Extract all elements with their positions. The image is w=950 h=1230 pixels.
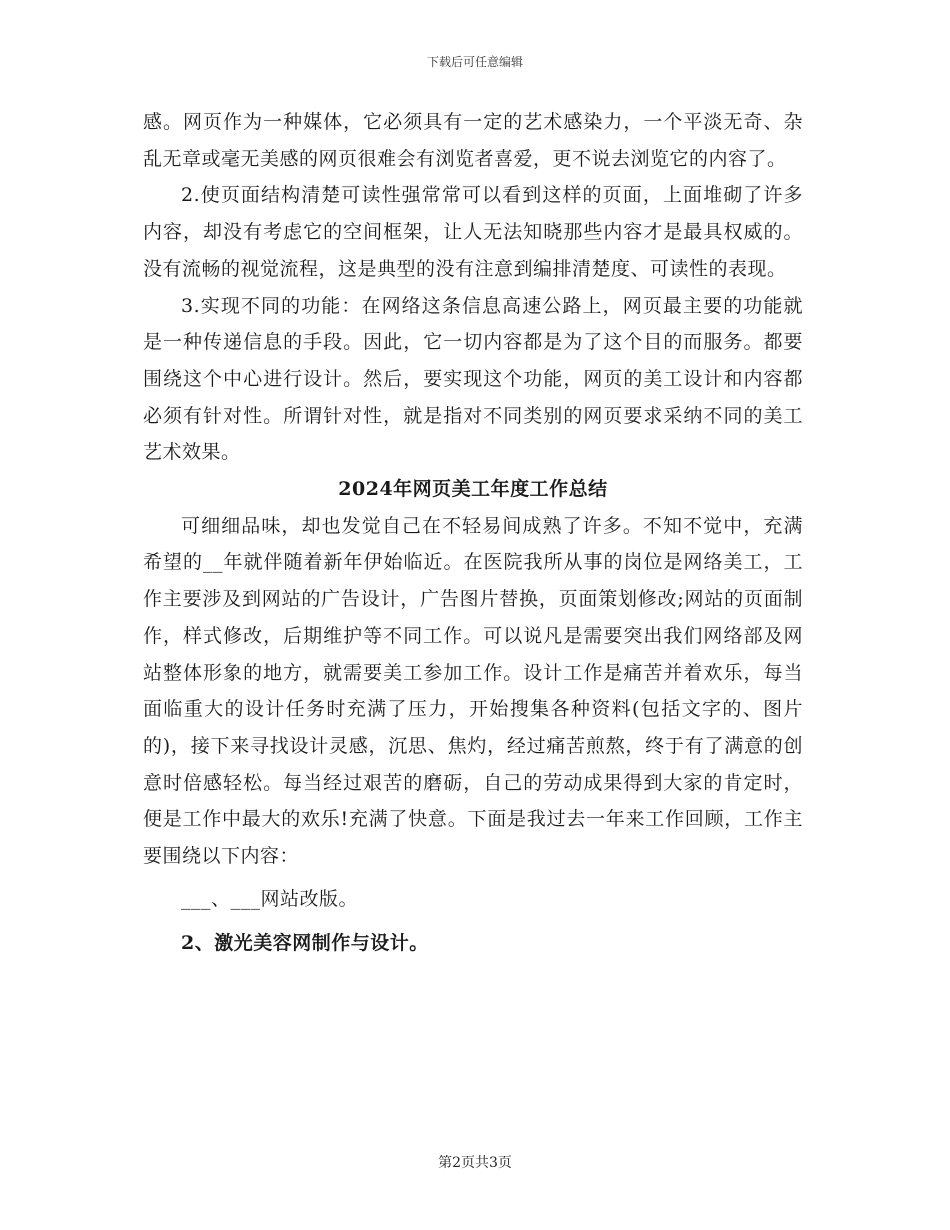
download-note: 下载后可任意编辑 [426, 55, 523, 69]
summary-paragraph: 可细细品味，却也发觉自己在不轻易间成熟了许多。不知不觉中，充满希望的__年就伴随着新年伊始临近。在医院我所从事的岗位是网络美工，工作主要涉及到网站的广告设计，广告图片替换，页面策划修改;网站的页面制作，样式修改，后期维护等不同工作。可以说凡是需要突出我们网络部及网站整体形象的地方，就需要美工参加工作。设计工作是痛苦并着欢乐，每当面临重大的设计任务时充满了压力，开始搜集各种资料(包括文字的、图片的)，接下来寻找设计灵感，沉思、焦灼，经过痛苦煎熬，终于有了满意的创意时倍感轻松。每当经过艰苦的磨砺，自己的劳动成果得到大家的肯定时，便是工作中最大的欢乐!充满了快意。下面是我过去一年来工作回顾，工作主要围绕以下内容： [143, 514, 803, 868]
list-item-2: 2、激光美容网制作与设计。 [181, 932, 429, 955]
page-number: 第2页共3页 [438, 1155, 512, 1171]
paragraph-item-3: 3.实现不同的功能：在网络这条信息高速公路上，网页最主要的功能就是一种传递信息的手段。因此，它一切内容都是为了这个目的而服务。都要围绕这个中心进行设计。然后，要实现这个功能，网页的美工设计和内容都必须有针对性。所谓针对性，就是指对不同类别的网页要求采纳不同的美工艺术效果。 [143, 294, 803, 464]
document-body [143, 104, 803, 962]
paragraph-item-2: 2.使页面结构清楚可读性强常常可以看到这样的页面，上面堆砌了许多内容，却没有考虑它的空间框架，让人无法知晓那些内容才是最具权威的。没有流畅的视觉流程，这是典型的没有注意到编排清楚度、可读性的表现。 [143, 184, 803, 280]
list-item-1: ___、___网站改版。 [181, 887, 359, 910]
paragraph-continuation: 感。网页作为一种媒体，它必须具有一定的艺术感染力，一个平淡无奇、杂乱无章或毫无美感的网页很难会有浏览者喜爱，更不说去浏览它的内容了。 [143, 111, 803, 170]
section-title: 2024年网页美工年度工作总结 [338, 478, 608, 501]
